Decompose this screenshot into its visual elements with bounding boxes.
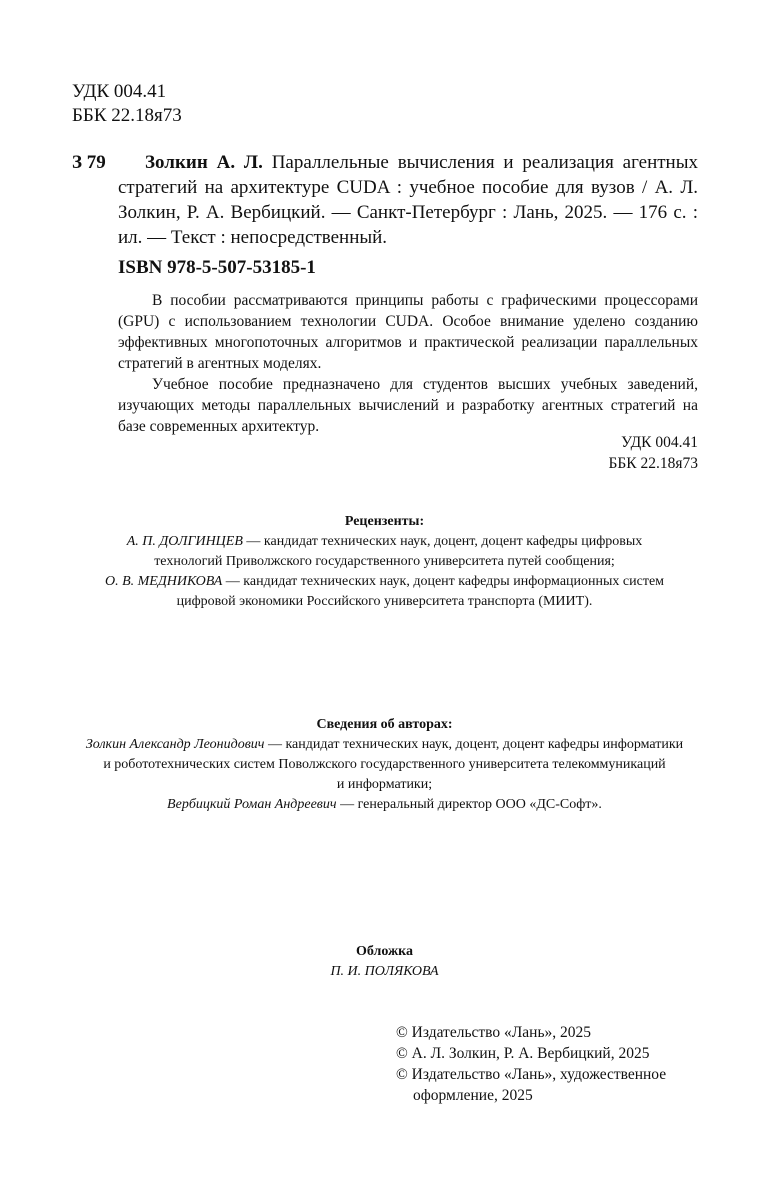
reviewers-section [40,512,729,612]
author-name: Золкин А. Л. [145,152,263,173]
reviewer-1 [40,532,729,552]
author-1 [40,735,729,755]
copyright-3: © Издательство «Лань», художественное [396,1066,667,1083]
udk-code-right: УДК 004.41 [621,434,698,451]
udk-block-right [500,432,698,474]
cover-designer: П. И. ПОЛЯКОВА [330,964,439,979]
author-1-name: Золкин Александр Леонидович [85,737,265,752]
author-mark: З 79 [72,152,106,173]
bbk-code-right: ББК 22.18я73 [608,455,698,472]
author-2-text: — генеральный директор ООО «ДС-Софт». [336,797,602,812]
reviewer-2 [40,572,729,592]
author-1-text: — кандидат технических наук, доцент, доцент кафедры информатики [264,737,684,752]
reviewer-1-cont: технологий Приволжского государственного университета путей сообщения; [154,554,615,569]
bibliographic-record [118,150,698,250]
copyright-3-cont: оформление, 2025 [413,1087,533,1104]
author-2 [40,795,729,815]
reviewer-1-text: — кандидат технических наук, доцент, доцент кафедры цифровых [242,534,643,549]
reviewer-2-cont: цифровой экономики Российского университета транспорта (МИИТ). [176,594,593,609]
bbk-code: ББК 22.18я73 [72,105,182,126]
annotation-paragraph-1: В пособии рассматриваются принципы работы с графическими процессорами (GPU) с использованием технологии CUDA. Особое внимание уделено созданию эффективных многопоточных алгоритмов и практической реализации параллельных стратегий в агентных моделях. [118,292,698,372]
isbn: ISBN 978-5-507-53185-1 [118,257,316,278]
annotation [118,290,698,437]
authors-section [40,715,729,815]
author-2-name: Вербицкий Роман Андреевич [167,797,337,812]
author-1-cont: и робототехнических систем Поволжского государственного университета телекоммуникаций [103,757,666,772]
copyright-block [396,1022,666,1106]
udk-code: УДК 004.41 [72,81,167,102]
cover-section [40,942,729,982]
reviewers-heading: Рецензенты: [344,514,425,529]
author-1-cont-2: и информатики; [336,777,433,792]
udk-block-top [72,80,182,128]
copyright-1: © Издательство «Лань», 2025 [396,1024,592,1041]
copyright-2: © А. Л. Золкин, Р. А. Вербицкий, 2025 [396,1045,650,1062]
reviewer-1-name: А. П. ДОЛГИНЦЕВ [126,534,243,549]
cover-heading: Обложка [355,944,414,959]
reviewer-2-name: О. В. МЕДНИКОВА [104,574,223,589]
annotation-paragraph-2: Учебное пособие предназначено для студентов высших учебных заведений, изучающих методы параллельных вычислений и разработку агентных стратегий на базе современных архитектур. [118,376,698,435]
bibliographic-text: Параллельные вычисления и реализация агентных стратегий на архитектуре CUDA : учебное пособие для вузов / А. Л. Золкин, Р. А. Вербицкий. — Санкт-Петербург : Лань, 2025. — 176 с. : ил. — Текст : непосредственный. [118,152,698,248]
reviewer-2-text: — кандидат технических наук, доцент кафедры информационных систем [222,574,665,589]
authors-heading: Сведения об авторах: [316,717,453,732]
